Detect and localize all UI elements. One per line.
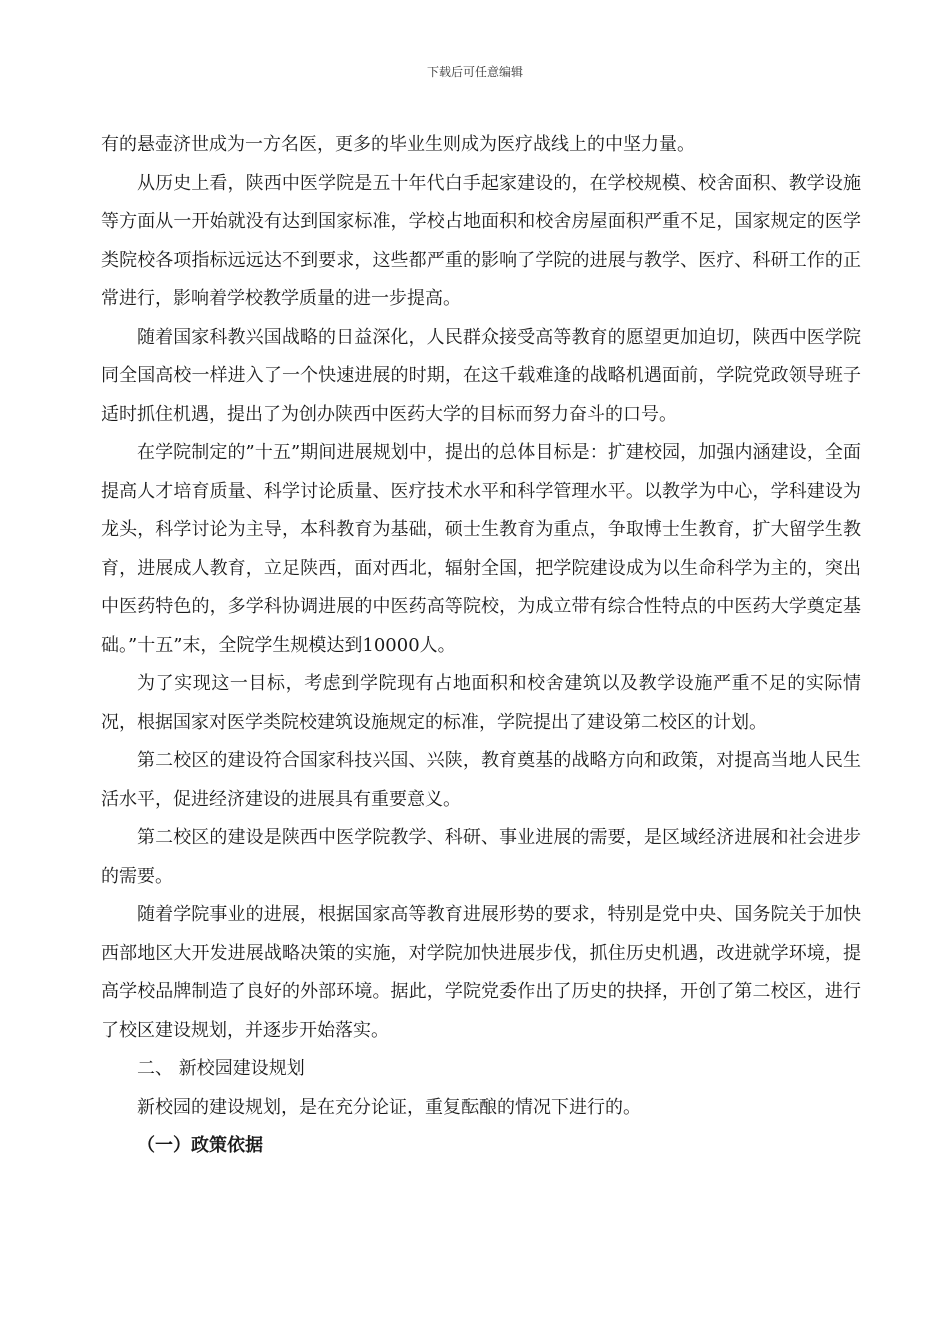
section-intro: 新校园的建设规划，是在充分论证，重复酝酿的情况下进行的。 [137,1096,641,1118]
document-body [101,126,861,1166]
paragraph-goal: 为了实现这一目标，考虑到学院现有占地面积和校舍建筑以及教学设施严重不足的实际情况，根据国家对医学类院校建筑设施规定的标准，学院提出了建设第二校区的计划。 [101,673,861,733]
section-heading: 二、 新校园建设规划 [137,1058,305,1079]
paragraph-continued: 有的悬壶济世成为一方名医，更多的毕业生则成为医疗战线上的中坚力量。 [101,134,695,155]
paragraph-opportunity: 随着学院事业的进展，根据国家高等教育进展形势的要求，特别是党中央、国务院关于加快西部地区大开发进展战略决策的实施，对学院加快进展步伐，抓住历史机遇，改进就学环境，提高学校品牌制造了良好的外部环境。据此，学院党委作出了历史的抉择，开创了第二校区，进行了校区建设规划，并逐步开始落实。 [101,904,861,1041]
paragraph-needs: 第二校区的建设是陕西中医学院教学、科研、事业进展的需要，是区域经济进展和社会进步的需要。 [101,827,861,887]
page-header: 下载后可任意编辑 [426,65,523,79]
paragraph-five-year-plan: 在学院制定的”十五”期间进展规划中，提出的总体目标是：扩建校园，加强内涵建设，全面提高人才培育质量、科学讨论质量、医疗技术水平和科学管理水平。以教学为中心，学科建设为龙头，科学讨论为主导，本科教育为基础，硕士生教育为重点，争取博士生教育，扩大留学生教育，进展成人教育，立足陕西，面对西北，辐射全国，把学院建设成为以生命科学为主的，突出中医药特色的，多学科协调进展的中医药高等院校，为成立带有综合性特点的中医药大学奠定基础。”十五”末，全院学生规模达到10000人。 [101,442,861,656]
paragraph-policy-fit: 第二校区的建设符合国家科技兴国、兴陕，教育奠基的战略方向和政策，对提高当地人民生活水平，促进经济建设的进展具有重要意义。 [101,750,861,810]
subsection-heading: （一）政策依据 [137,1135,263,1156]
paragraph-history: 从历史上看，陕西中医学院是五十年代白手起家建设的，在学校规模、校舍面积、教学设施等方面从一开始就没有达到国家标准，学校占地面积和校舍房屋面积严重不足，国家规定的医学类院校各项指标远远达不到要求，这些都严重的影响了学院的进展与教学、医疗、科研工作的正常进行，影响着学校教学质量的进一步提高。 [101,172,861,309]
paragraph-strategy: 随着国家科教兴国战略的日益深化，人民群众接受高等教育的愿望更加迫切，陕西中医学院同全国高校一样进入了一个快速进展的时期，在这千载难逢的战略机遇面前，学院党政领导班子适时抓住机遇，提出了为创办陕西中医药大学的目标而努力奋斗的口号。 [101,326,861,425]
